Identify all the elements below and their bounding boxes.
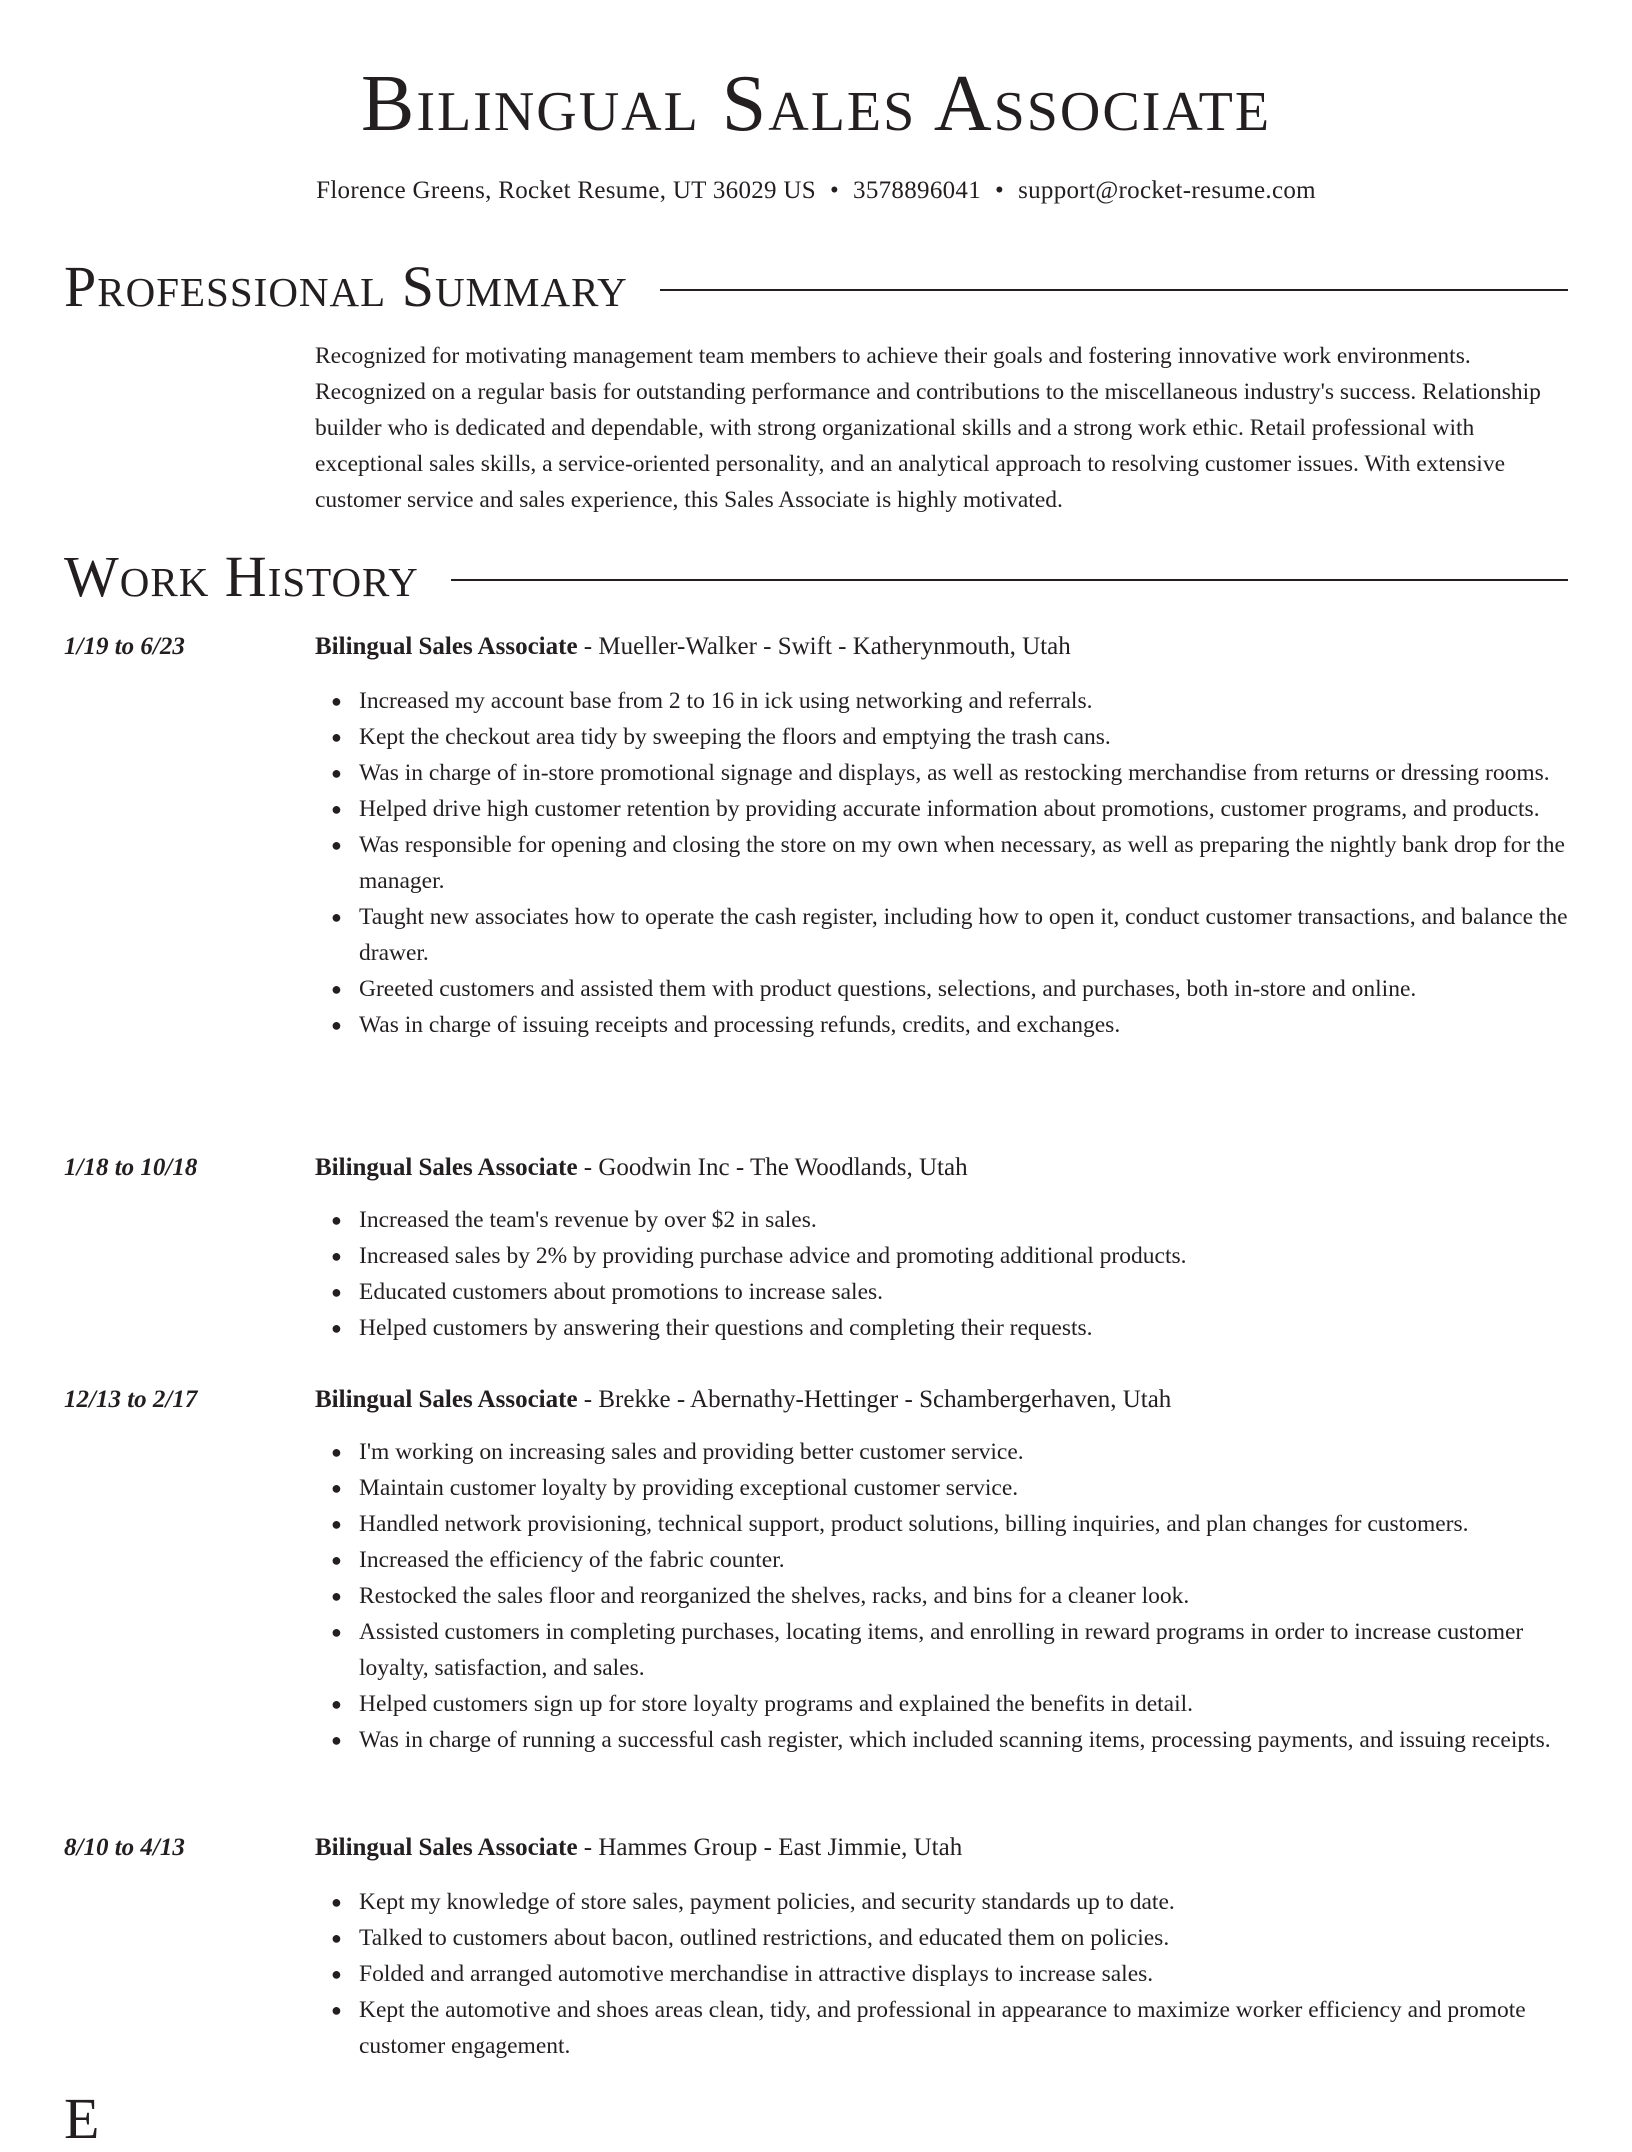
job-details: - Brekke - Abernathy-Hettinger - Schambergerhaven, Utah xyxy=(577,1386,1172,1413)
job-details: - Goodwin Inc - The Woodlands, Utah xyxy=(577,1154,968,1181)
job-bullet: ● Helped drive high customer retention by providing accurate information about promotions, customer programs, and products. xyxy=(359,791,1568,827)
work-history-section-header xyxy=(64,544,1568,610)
bullet-dot-icon: ● xyxy=(331,1246,342,1266)
bullet-dot-icon: ● xyxy=(331,1318,342,1338)
job-bullet: ● Helped customers sign up for store loyalty programs and explained the benefits in detail. xyxy=(359,1686,1568,1722)
job-bullets xyxy=(315,1202,1568,1346)
bullet-dot-icon: ● xyxy=(331,763,342,783)
bullet-dot-icon: ● xyxy=(331,1622,342,1642)
bullet-dot-icon: ● xyxy=(331,1478,342,1498)
job-bullet: ● Greeted customers and assisted them with product questions, selections, and purchases, both in-store and online. xyxy=(359,971,1568,1007)
job-dates: 1/19 to 6/23 xyxy=(64,633,185,660)
job-bullet: ● Was responsible for opening and closing the store on my own when necessary, as well as preparing the nightly bank drop for the manager. xyxy=(359,827,1568,899)
job-bullets xyxy=(315,683,1568,1043)
job-role: Bilingual Sales Associate xyxy=(315,1154,578,1181)
bullet-dot-icon: ● xyxy=(331,1964,342,1984)
job-bullet: ● Talked to customers about bacon, outlined restrictions, and educated them on policies. xyxy=(359,1920,1568,1956)
bullet-dot-icon: ● xyxy=(331,1694,342,1714)
bullet-dot-icon: ● xyxy=(331,1442,342,1462)
job-bullets xyxy=(315,1884,1568,2064)
work-history-heading: Work History xyxy=(64,544,419,609)
bullet-dot-icon: ● xyxy=(331,1730,342,1750)
job-bullet: ● Was in charge of issuing receipts and processing refunds, credits, and exchanges. xyxy=(359,1007,1568,1043)
bullet-dot-icon: ● xyxy=(331,907,342,927)
bullet-dot-icon: ● xyxy=(331,1586,342,1606)
resume-title: Bilingual Sales Associate xyxy=(360,60,1272,148)
bullet-dot-icon: ● xyxy=(331,1514,342,1534)
bullet-dot-icon: ● xyxy=(331,799,342,819)
job-dates: 12/13 to 2/17 xyxy=(64,1386,198,1413)
bullet-dot-icon: ● xyxy=(331,1282,342,1302)
job-role: Bilingual Sales Associate xyxy=(315,1386,578,1413)
job-bullet: ● Folded and arranged automotive merchandise in attractive displays to increase sales. xyxy=(359,1956,1568,1992)
summary-section-header xyxy=(64,254,1568,320)
job-bullet: ● Was in charge of in-store promotional signage and displays, as well as restocking merchandise from returns or dressing rooms. xyxy=(359,755,1568,791)
job-bullets xyxy=(315,1434,1568,1758)
bullet-dot-icon: ● xyxy=(331,1550,342,1570)
summary-text: Recognized for motivating management team members to achieve their goals and fostering innovative work environments. Recognized on a regular basis for outstanding performance and contributions to the miscellaneous industry's success. Relationship builder who is dedicated and dependable, with strong organizational skills and a strong work ethic. Retail professional with exceptional sales skills, a service-oriented personality, and an analytical approach to resolving customer issues. With extensive customer service and sales experience, this Sales Associate is highly motivated. xyxy=(315,343,1541,513)
job-bullet: ● Increased the efficiency of the fabric counter. xyxy=(359,1542,1568,1578)
contact-email: support@rocket-resume.com xyxy=(1018,177,1316,204)
contact-separator: • xyxy=(995,177,1005,204)
job-bullet: ● Increased the team's revenue by over $2 in sales. xyxy=(359,1202,1568,1238)
job-bullet: ● Restocked the sales floor and reorganized the shelves, racks, and bins for a cleaner look. xyxy=(359,1578,1568,1614)
contact-phone: 3578896041 xyxy=(853,177,982,204)
bullet-dot-icon: ● xyxy=(331,835,342,855)
job-details: - Hammes Group - East Jimmie, Utah xyxy=(577,1834,963,1861)
job-bullet: ● Assisted customers in completing purchases, locating items, and enrolling in reward programs in order to increase customer loyalty, satisfaction, and sales. xyxy=(359,1614,1568,1686)
next-section-heading-partial: E xyxy=(64,2086,101,2151)
contact-address: Florence Greens, Rocket Resume, UT 36029 US xyxy=(316,177,816,204)
job-dates: 1/18 to 10/18 xyxy=(64,1154,198,1181)
job-bullet: ● Helped customers by answering their questions and completing their requests. xyxy=(359,1310,1568,1346)
bullet-dot-icon: ● xyxy=(331,691,342,711)
bullet-dot-icon: ● xyxy=(331,1892,342,1912)
job-bullet: ● Educated customers about promotions to increase sales. xyxy=(359,1274,1568,1310)
job-bullet: ● Maintain customer loyalty by providing exceptional customer service. xyxy=(359,1470,1568,1506)
job-bullet: ● Increased my account base from 2 to 16 in ick using networking and referrals. xyxy=(359,683,1568,719)
bullet-dot-icon: ● xyxy=(331,1015,342,1035)
bullet-dot-icon: ● xyxy=(331,1210,342,1230)
contact-separator: • xyxy=(829,177,840,204)
section-divider xyxy=(660,289,1568,291)
section-divider xyxy=(451,579,1568,581)
contact-line xyxy=(0,174,1632,208)
bullet-dot-icon: ● xyxy=(331,727,342,747)
job-role: Bilingual Sales Associate xyxy=(315,633,578,660)
job-bullet: ● Kept the checkout area tidy by sweeping the floors and emptying the trash cans. xyxy=(359,719,1568,755)
job-bullet: ● Taught new associates how to operate the cash register, including how to open it, conduct customer transactions, and balance the drawer. xyxy=(359,899,1568,971)
job-details: - Mueller-Walker - Swift - Katherynmouth, Utah xyxy=(577,633,1071,660)
job-bullet: ● Handled network provisioning, technical support, product solutions, billing inquiries, and plan changes for customers. xyxy=(359,1506,1568,1542)
job-bullet: ● Kept my knowledge of store sales, payment policies, and security standards up to date. xyxy=(359,1884,1568,1920)
bullet-dot-icon: ● xyxy=(331,979,342,999)
job-bullet: ● Kept the automotive and shoes areas clean, tidy, and professional in appearance to maximize worker efficiency and promote customer engagement. xyxy=(359,1992,1568,2064)
job-role: Bilingual Sales Associate xyxy=(315,1834,578,1861)
job-heading xyxy=(315,1830,962,1866)
job-bullet: ● Was in charge of running a successful cash register, which included scanning items, processing payments, and issuing receipts. xyxy=(359,1722,1568,1758)
job-heading xyxy=(315,1382,1171,1418)
job-bullet: ● Increased sales by 2% by providing purchase advice and promoting additional products. xyxy=(359,1238,1568,1274)
job-heading xyxy=(315,1150,968,1186)
bullet-dot-icon: ● xyxy=(331,1928,342,1948)
job-bullet: ● I'm working on increasing sales and providing better customer service. xyxy=(359,1434,1568,1470)
summary-heading: Professional Summary xyxy=(64,254,628,319)
job-heading xyxy=(315,629,1071,665)
job-dates: 8/10 to 4/13 xyxy=(64,1834,185,1861)
bullet-dot-icon: ● xyxy=(331,2000,342,2020)
